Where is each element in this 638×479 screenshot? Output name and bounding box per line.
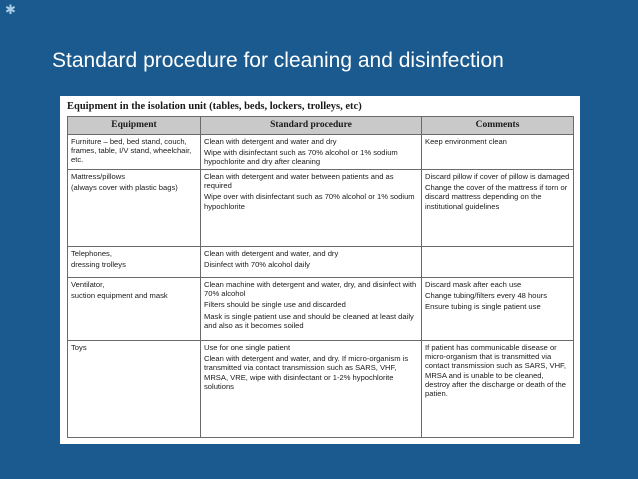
procedure-cell bbox=[201, 135, 422, 170]
cell-text: Clean machine with detergent and water, dry, and disinfect with 70% alcohol bbox=[204, 280, 417, 299]
slide-title: Standard procedure for cleaning and disinfection bbox=[52, 49, 504, 72]
star-icon: ✱ bbox=[5, 3, 16, 18]
cell-text: (always cover with plastic bags) bbox=[71, 183, 178, 193]
comments-cell bbox=[422, 135, 574, 170]
cell-text: Toys bbox=[71, 343, 87, 352]
procedure-cell bbox=[201, 278, 422, 341]
comments-cell bbox=[422, 170, 574, 247]
cell-text: Disinfect with 70% alcohol daily bbox=[204, 260, 310, 270]
header-equipment: Equipment bbox=[68, 117, 201, 135]
cell-text: Wipe with disinfectant such as 70% alcohol or 1% sodium hypochlorite and dry after cleaning bbox=[204, 148, 398, 167]
table-row bbox=[68, 278, 574, 341]
table-row bbox=[68, 341, 574, 438]
header-standard-procedure: Standard procedure bbox=[201, 117, 422, 135]
cell-text: Ensure tubing is single patient use bbox=[425, 302, 541, 312]
cell-text: Clean with detergent and water and dry bbox=[204, 137, 337, 146]
comments-cell bbox=[422, 341, 574, 438]
table-heading: Equipment in the isolation unit (tables, beds, lockers, trolleys, etc) bbox=[67, 101, 362, 112]
cell-text: Telephones, bbox=[71, 249, 112, 258]
cell-text: dressing trolleys bbox=[71, 260, 126, 270]
equipment-cell bbox=[68, 135, 201, 170]
comments-cell bbox=[422, 247, 574, 278]
document-image bbox=[60, 96, 580, 444]
procedure-cell bbox=[201, 341, 422, 438]
table-row bbox=[68, 247, 574, 278]
cell-text: Ventilator, bbox=[71, 280, 105, 289]
procedure-table bbox=[67, 116, 574, 438]
equipment-cell bbox=[68, 170, 201, 247]
cell-text: Clean with detergent and water, and dry. If micro-organism is transmitted via contact transmission such as SARS, VHF, MRSA, VRE, wipe with disinfectant or 1-2% hypochlorite solutions bbox=[204, 354, 409, 391]
cell-text: Change tubing/filters every 48 hours bbox=[425, 291, 547, 301]
comments-cell bbox=[422, 278, 574, 341]
header-row bbox=[68, 117, 574, 135]
equipment-cell bbox=[68, 341, 201, 438]
cell-text: Wipe over with disinfectant such as 70% alcohol or 1% sodium hypochlorite bbox=[204, 192, 415, 211]
header-comments: Comments bbox=[422, 117, 574, 135]
procedure-cell bbox=[201, 170, 422, 247]
cell-text: Filters should be single use and discarded bbox=[204, 300, 346, 310]
table-row bbox=[68, 135, 574, 170]
cell-text: Discard pillow if cover of pillow is damaged bbox=[425, 172, 570, 181]
procedure-cell bbox=[201, 247, 422, 278]
cell-text: Furniture – bed, bed stand, couch, frames, table, I/V stand, wheelchair, etc. bbox=[71, 137, 192, 165]
cell-text: Clean with detergent and water between patients and as required bbox=[204, 172, 394, 191]
cell-text: Clean with detergent and water, and dry bbox=[204, 249, 339, 258]
equipment-cell bbox=[68, 247, 201, 278]
cell-text: Change the cover of the mattress if torn or discard mattress depending on the institutional guidelines bbox=[425, 183, 568, 211]
cell-text: Keep environment clean bbox=[425, 137, 507, 146]
cell-text: Mattress/pillows bbox=[71, 172, 126, 181]
cell-text: If patient has communicable disease or micro-organism that is transmitted via contact transmission such as SARS, VHF, MRSA and is unable to be cleaned, destroy after the discharge or death of the patien. bbox=[425, 343, 566, 399]
cell-text: Use for one single patient bbox=[204, 343, 291, 352]
cell-text: suction equipment and mask bbox=[71, 291, 168, 301]
cell-text: Mask is single patient use and should be cleaned at least daily and also as it becomes soiled bbox=[204, 311, 414, 330]
cell-text: Discard mask after each use bbox=[425, 280, 522, 289]
equipment-cell bbox=[68, 278, 201, 341]
table-row bbox=[68, 170, 574, 247]
